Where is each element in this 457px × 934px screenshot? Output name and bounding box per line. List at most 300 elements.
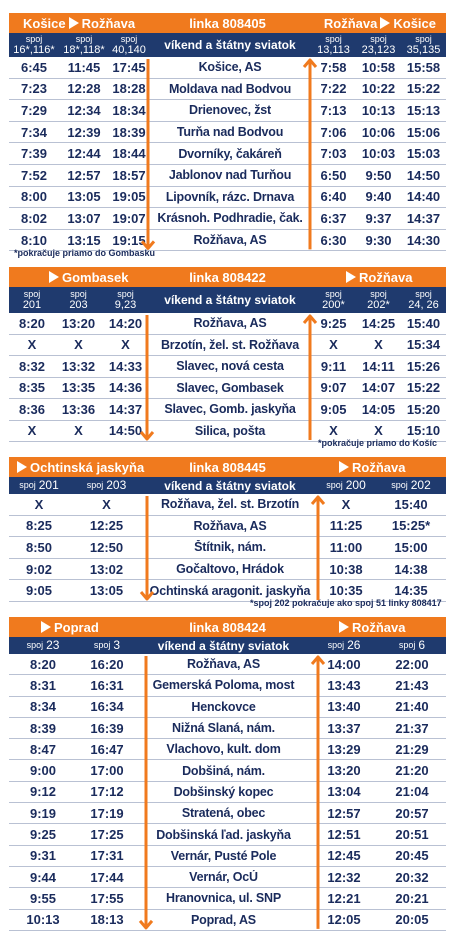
departure-time: X [329,423,338,439]
departure-times-left [9,559,144,580]
departure-time: 15:34 [406,337,441,353]
timetable-808422 [9,267,446,442]
departure-time: 22:00 [395,656,429,672]
stop-name: Vlachovo, kult. dom [166,742,281,757]
column-header [9,287,446,313]
departure-times-right [310,760,446,780]
departure-time: 15:25* [391,518,431,534]
departure-time: 8:32 [18,358,46,374]
departure-time: 14:30 [406,232,441,248]
departure-times-left [9,675,137,695]
departure-times-left [9,57,149,78]
departure-time: 8:25 [25,518,53,534]
departure-time: 10:38 [329,561,363,577]
stop-name: Lipovník, rázc. Drnava [165,189,295,204]
departure-time: 9:19 [29,805,57,821]
departure-times-right [311,313,446,334]
stop-name: Košice, AS [198,60,262,75]
trip-header: spoj 200 [326,478,366,492]
timetable-rows [9,494,446,602]
stop-name: Stratená, obec [181,806,266,821]
departure-time: 21:40 [395,699,429,715]
departure-time: 15:13 [406,102,441,118]
table-row [9,356,446,378]
departure-time: 12:28 [67,81,101,97]
departure-time: 12:32 [327,869,361,885]
trip-header: spoj 26 [327,638,361,652]
trip-header: spoj 16*,116* [13,34,55,56]
departure-times-right [311,187,446,208]
trip-header: spoj 23,123 [361,34,396,56]
departure-time: 10:35 [329,583,363,599]
departure-time: 12:57 [67,167,101,183]
departure-times-left [9,378,149,399]
footnote: *pokračuje priamo do Gombasku [14,248,156,258]
table-row [9,559,446,581]
departure-time: 14:33 [108,358,143,374]
departure-time: 15:40 [394,496,428,512]
departure-times-right [316,516,446,537]
departure-time: 9:55 [29,890,57,906]
departure-time: 13:36 [61,401,96,417]
trip-header: spoj 3 [93,638,121,652]
direction-to-label: Ochtinská jaskyňa [30,459,145,475]
right-trip-headers [311,287,446,313]
departure-times-right [311,57,446,78]
timetable-808445 [9,457,446,602]
stop-name: Slavec, Gomb. jaskyňa [164,402,296,417]
departure-times-right [311,378,446,399]
departure-time: 6:37 [320,210,347,226]
departure-time: 13:32 [61,358,96,374]
direction-to-label: Košice [393,15,436,31]
departure-time: 14:38 [394,561,428,577]
stop-name: Drienovec, žst [189,103,271,118]
departure-time: 13:05 [67,189,101,205]
departure-times-left [9,654,137,674]
trip-header: spoj 9,23 [114,289,137,311]
departure-time: 13:43 [327,677,361,693]
departure-time: 13:15 [67,232,101,248]
departure-time: 14:37 [108,401,143,417]
departure-time: 14:00 [327,656,361,672]
stop-name: Poprad, AS [191,912,256,927]
departure-times-right [310,782,446,802]
departure-times-left [9,910,137,930]
trip-header: spoj 40,140 [112,34,146,56]
direction-left [9,270,144,285]
stop-name: Rožňava, žel. st. Brzotín [160,497,300,512]
validity-label: víkend a štátny sviatok [157,638,290,653]
stop-name: Jablonov nad Turňou [168,168,292,183]
trip-header: spoj 18*,118* [63,34,105,56]
departure-times-right [310,718,446,738]
departure-time: 12:45 [327,848,361,864]
stop-name: Moldava nad Bodvou [168,81,292,96]
departure-times-left [9,494,144,515]
departure-time: 8:50 [25,539,53,555]
departure-times-left [9,516,144,537]
departure-times-right [311,356,446,377]
departure-time: 8:00 [20,189,48,205]
departure-time: 18:28 [112,81,146,97]
departure-times-left [9,888,137,908]
departure-time: 8:31 [29,677,57,693]
departure-time: 12:44 [67,146,101,162]
departure-time: 18:57 [112,167,146,183]
departure-time: 9:11 [320,358,347,374]
departure-time: 19:15 [112,232,146,248]
departure-time: 13:20 [61,315,96,331]
departure-time: X [341,496,351,512]
direction-to-label: Rožňava [359,269,413,285]
play-arrow-icon [41,621,51,633]
departure-times-right [310,867,446,887]
direction-from-label: Rožňava [323,15,378,31]
departure-times-right [310,846,446,866]
departure-time: 7:03 [320,146,347,162]
direction-right [311,460,446,475]
departure-time: 19:07 [112,210,146,226]
departure-time: 9:07 [320,380,347,396]
departure-time: 14:50 [406,167,441,183]
play-arrow-icon [69,17,79,29]
departure-times-left [9,824,137,844]
column-header [9,637,446,654]
route-header [9,617,446,637]
trip-header: spoj 6 [398,638,426,652]
departure-times-left [9,580,144,601]
departure-time: 19:05 [112,189,146,205]
departure-times-left [9,867,137,887]
departure-time: 18:34 [112,102,146,118]
stop-name: Dobšiná, nám. [182,763,265,778]
departure-time: 12:57 [327,805,361,821]
departure-time: 10:06 [361,124,396,140]
departure-time: 15:22 [406,380,441,396]
stop-name: Silica, pošta [194,423,266,438]
departure-time: 7:29 [20,102,48,118]
departure-time: 7:23 [20,81,48,97]
departure-time: 13:35 [61,380,96,396]
departure-time: 12:05 [327,912,361,928]
departure-time: 13:29 [327,741,361,757]
departure-times-left [9,143,149,164]
departure-times-right [310,675,446,695]
timetable-rows [9,57,446,251]
timetable-808405 [9,13,446,251]
validity-label: víkend a štátny sviatok [164,293,296,307]
departure-times-right [310,654,446,674]
table-row [9,888,446,909]
table-row [9,803,446,824]
departure-time: 10:22 [361,81,396,97]
departure-times-left [9,718,137,738]
departure-time: 11:00 [329,539,363,555]
departure-time: 9:00 [29,763,57,779]
stop-name: Gemerská Poloma, most [152,678,295,693]
left-trip-headers [9,287,149,313]
table-row [9,335,446,357]
direction-left [9,620,144,635]
departure-time: 12:39 [67,124,101,140]
footnote: *pokračuje priamo do Košíc [318,438,438,448]
right-trip-headers [311,33,446,57]
departure-time: 7:58 [320,59,347,75]
departure-times-left [9,782,137,802]
departure-time: 12:25 [89,518,124,534]
departure-times-left [9,100,149,121]
departure-time: 15:03 [406,146,441,162]
departure-time: 6:40 [320,189,347,205]
timetable-808424 [9,617,446,931]
departure-time: 17:55 [90,890,124,906]
departure-time: 14:50 [108,423,143,439]
table-row [9,846,446,867]
departure-times-left [9,187,149,208]
departure-time: 7:22 [320,81,347,97]
departure-time: X [374,423,383,439]
departure-time: 10:03 [361,146,396,162]
departure-times-left [9,313,149,334]
departure-times-left [9,803,137,823]
departure-time: 20:45 [395,848,429,864]
play-arrow-icon [380,17,390,29]
departure-times-left [9,122,149,143]
table-row [9,100,446,122]
departure-time: 21:20 [395,763,429,779]
departure-times-left [9,537,144,558]
departure-time: 8:02 [20,210,48,226]
departure-times-right [316,559,446,580]
table-row [9,378,446,400]
stop-name: Dobšinský kopec [173,784,274,799]
departure-time: 16:47 [90,741,124,757]
departure-times-right [310,910,446,930]
departure-time: 20:05 [395,912,429,928]
table-row [9,867,446,888]
departure-times-right [311,100,446,121]
departure-time: 18:39 [112,124,146,140]
stop-name: Rožňava, AS [193,518,267,533]
play-arrow-icon [339,621,349,633]
departure-time: X [121,337,130,353]
departure-time: 9:05 [25,583,53,599]
departure-times-right [310,824,446,844]
departure-times-right [311,399,446,420]
departure-time: X [74,423,83,439]
right-trip-headers [310,637,446,654]
stop-name: Vernár, Pusté Pole [170,848,277,863]
stop-name: Slavec, nová cesta [176,359,284,374]
departure-time: 14:07 [361,380,396,396]
departure-time: 14:05 [361,401,396,417]
table-row [9,824,446,845]
departure-time: X [74,337,83,353]
direction-to-label: Rožňava [81,15,136,31]
departure-time: 14:37 [406,210,441,226]
departure-time: 9:05 [320,401,347,417]
departure-times-left [9,697,137,717]
table-row [9,208,446,230]
departure-time: 9:37 [365,210,392,226]
table-row [9,739,446,760]
departure-time: 8:20 [29,656,57,672]
table-row [9,537,446,559]
departure-time: 17:12 [90,784,124,800]
departure-time: 15:10 [406,423,441,439]
departure-time: 9:50 [365,167,392,183]
departure-time: 18:13 [90,912,124,928]
departure-times-left [9,356,149,377]
direction-right [311,620,446,635]
departure-times-right [311,208,446,229]
trip-header: spoj 201 [19,478,59,492]
departure-time: 21:04 [395,784,429,800]
stop-name: Henckovce [191,699,256,714]
table-row [9,516,446,538]
trip-header: spoj 200* [322,289,345,311]
departure-time: 14:11 [362,358,395,374]
stop-name: Rožňava, AS [186,657,261,672]
column-header [9,33,446,57]
table-row [9,313,446,335]
table-row [9,165,446,187]
table-row [9,910,446,931]
stop-name: Gočaltovo, Hrádok [176,562,284,577]
direction-to-label: Poprad [54,619,99,635]
departure-times-right [311,230,446,251]
departure-time: 15:20 [406,401,441,417]
departure-times-right [310,739,446,759]
departure-time: 17:45 [112,59,146,75]
departure-time: 12:21 [327,890,361,906]
table-row [9,79,446,101]
table-row [9,57,446,79]
departure-times-right [311,79,446,100]
line-number: linka 808445 [189,459,266,475]
timetable-rows [9,313,446,442]
stop-name: Ochtinská aragonit. jaskyňa [149,583,311,598]
departure-time: 15:22 [406,81,441,97]
departure-time: 9:31 [29,848,57,864]
departure-times-right [311,143,446,164]
departure-times-left [9,399,149,420]
table-row [9,399,446,421]
departure-time: 7:13 [320,102,347,118]
direction-left [9,16,144,31]
departure-times-right [310,697,446,717]
trip-header: spoj 23 [26,638,60,652]
departure-time: 21:43 [395,677,429,693]
departure-time: 18:44 [112,146,146,162]
departure-time: X [329,337,338,353]
timetable-rows [9,654,446,931]
stop-name: Rožňava, AS [193,233,267,248]
departure-time: 8:10 [20,232,48,248]
departure-time: 8:39 [29,720,57,736]
stop-name: Brzotín, žel. st. Rožňava [160,337,300,352]
departure-time: 13:37 [327,720,361,736]
departure-times-right [311,335,446,356]
departure-time: 8:20 [18,315,46,331]
right-trip-headers [316,477,446,494]
trip-header: spoj 24, 26 [408,289,439,311]
departure-time: 13:20 [327,763,361,779]
departure-time: 7:39 [20,146,48,162]
departure-time: 14:20 [108,315,143,331]
route-header [9,457,446,477]
play-arrow-icon [346,271,356,283]
departure-time: 6:45 [20,59,48,75]
departure-time: 6:50 [320,167,347,183]
departure-time: 8:47 [29,741,57,757]
departure-time: 7:06 [320,124,347,140]
departure-time: 11:45 [67,59,101,75]
departure-time: 14:40 [406,189,441,205]
departure-times-left [9,760,137,780]
departure-times-left [9,79,149,100]
trip-header: spoj 35,135 [406,34,441,56]
left-trip-headers [9,33,149,57]
direction-to-label: Gombasek [62,269,129,285]
trip-header: spoj 203 [69,289,88,311]
departure-time: 10:58 [361,59,396,75]
route-header [9,267,446,287]
departure-time: 13:07 [67,210,101,226]
departure-time: 10:13 [26,912,60,928]
stop-name: Rožňava, AS [193,316,267,331]
departure-time: 17:00 [90,763,124,779]
stop-name: Slavec, Gombasek [176,380,284,395]
departure-times-left [9,846,137,866]
departure-time: 20:32 [395,869,429,885]
departure-time: 21:37 [395,720,429,736]
stop-name: Štítnik, nám. [194,540,266,555]
play-arrow-icon [339,461,349,473]
departure-time: 8:34 [29,699,57,715]
column-header [9,477,446,494]
trip-header: spoj 202* [367,289,390,311]
line-number: linka 808424 [189,619,266,635]
validity-label: víkend a štátny sviatok [164,38,296,52]
line-number: linka 808422 [189,269,266,285]
departure-time: X [27,423,37,439]
departure-time: 13:04 [327,784,361,800]
departure-time: 9:30 [365,232,392,248]
departure-times-right [310,888,446,908]
departure-time: 9:40 [365,189,392,205]
stop-name: Vernár, OcÚ [189,870,258,885]
departure-time: 11:25 [329,518,363,534]
direction-to-label: Rožňava [352,619,406,635]
footnote: *spoj 202 pokračuje ako spoj 51 linky 808417 [250,598,442,608]
departure-time: 12:50 [89,539,124,555]
table-row [9,697,446,718]
direction-to-label: Rožňava [352,459,406,475]
departure-time: 15:00 [394,539,428,555]
departure-time: 16:34 [90,699,124,715]
departure-time: 7:52 [20,167,48,183]
trip-header: spoj 201 [22,289,42,311]
departure-time: 21:29 [395,741,429,757]
trip-header: spoj 202 [391,478,431,492]
table-row [9,782,446,803]
departure-times-right [316,537,446,558]
departure-time: 17:44 [90,869,124,885]
departure-time: 10:13 [361,102,396,118]
departure-time: 8:35 [18,380,46,396]
